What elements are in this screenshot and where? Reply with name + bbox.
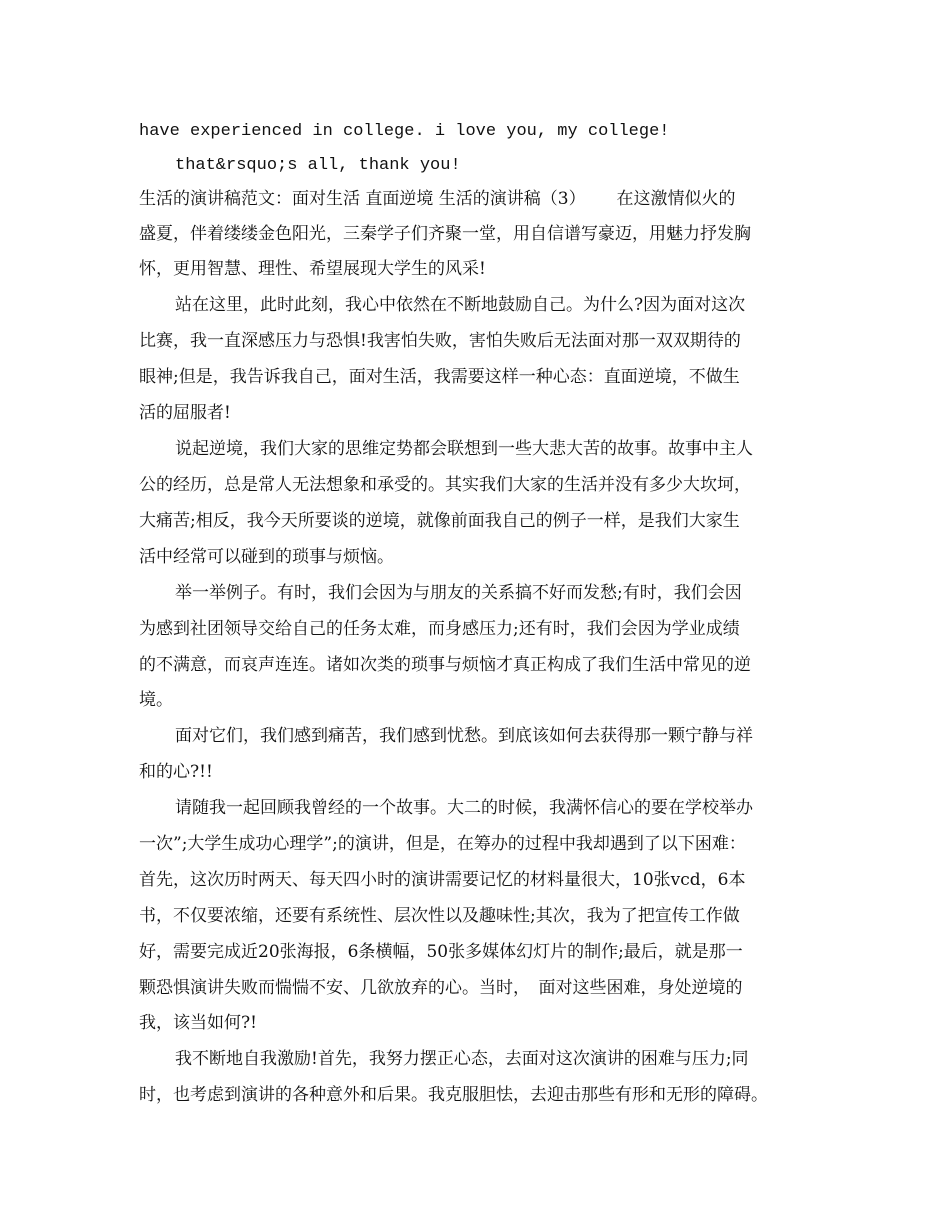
paragraph-start: 说起逆境，我们大家的思维定势都会联想到一些大悲大苦的故事。故事中主人 — [175, 439, 753, 459]
text-line: 首先，这次历时两天、每天四小时的演讲需要记忆的材料量很大，10张vcd，6本 — [139, 870, 746, 890]
text-line: 好，需要完成近20张海报，6条横幅，50张多媒体幻灯片的制作;最后，就是那一 — [139, 942, 743, 962]
text-line: 的不满意，而哀声连连。诸如次类的琐事与烦恼才真正构成了我们生活中常见的逆 — [139, 655, 751, 675]
paragraph-start: 站在这里，此时此刻，我心中依然在不断地鼓励自己。为什么?因为面对这次 — [175, 295, 746, 315]
text-line: 盛夏，伴着缕缕金色阳光，三秦学子们齐聚一堂，用自信谱写豪迈，用魅力抒发胸 — [139, 224, 751, 244]
paragraph-start: 举一举例子。有时，我们会因为与朋友的关系搞不好而发愁;有时，我们会因 — [175, 583, 742, 603]
text-line: 书，不仅要浓缩，还要有系统性、层次性以及趣味性;其次，我为了把宣传工作做 — [139, 906, 740, 926]
text-line: 时，也考虑到演讲的各种意外和后果。我克服胆怯，去迎击那些有形和无形的障碍。 — [139, 1085, 768, 1105]
section-title-line: 生活的演讲稿范文：面对生活 直面逆境 生活的演讲稿（3） 在这激情似火的 — [139, 189, 736, 209]
text-line: 活中经常可以碰到的琐事与烦恼。 — [139, 547, 394, 567]
text-line: 活的屈服者! — [139, 403, 231, 423]
text-line: 怀，更用智慧、理性、希望展现大学生的风采! — [139, 259, 486, 279]
text-line: 为感到社团领导交给自己的任务太难，而身感压力;还有时，我们会因为学业成绩 — [139, 619, 740, 639]
text-line: 我，该当如何?! — [139, 1013, 257, 1033]
text-line: 一次”;大学生成功心理学”;的演讲，但是，在筹办的过程中我却遇到了以下困难： — [139, 834, 746, 854]
text-line: 比赛，我一直深感压力与恐惧!我害怕失败，害怕失败后无法面对那一双双期待的 — [139, 331, 741, 351]
text-line: 和的心?!! — [139, 762, 213, 782]
text-line: 公的经历，总是常人无法想象和承受的。其实我们大家的生活并没有多少大坎坷， — [139, 475, 751, 495]
text-line: 境。 — [139, 690, 173, 710]
text-line: have experienced in college. i love you, my college! — [139, 122, 670, 141]
paragraph-start: 我不断地自我激励!首先，我努力摆正心态，去面对这次演讲的困难与压力;同 — [175, 1049, 749, 1069]
text-line: 大痛苦;相反，我今天所要谈的逆境，就像前面我自己的例子一样，是我们大家生 — [139, 511, 740, 531]
paragraph-start: 请随我一起回顾我曾经的一个故事。大二的时候，我满怀信心的要在学校举办 — [175, 798, 753, 818]
paragraph-start: 面对它们，我们感到痛苦，我们感到忧愁。到底该如何去获得那一颗宁静与祥 — [175, 726, 753, 746]
text-line: 颗恐惧演讲失败而惴惴不安、几欲放弃的心。当时， 面对这些困难，身处逆境的 — [139, 978, 743, 998]
text-line: that&rsquo;s all, thank you! — [175, 156, 461, 175]
text-line: 眼神;但是，我告诉我自己，面对生活，我需要这样一种心态：直面逆境，不做生 — [139, 367, 740, 387]
